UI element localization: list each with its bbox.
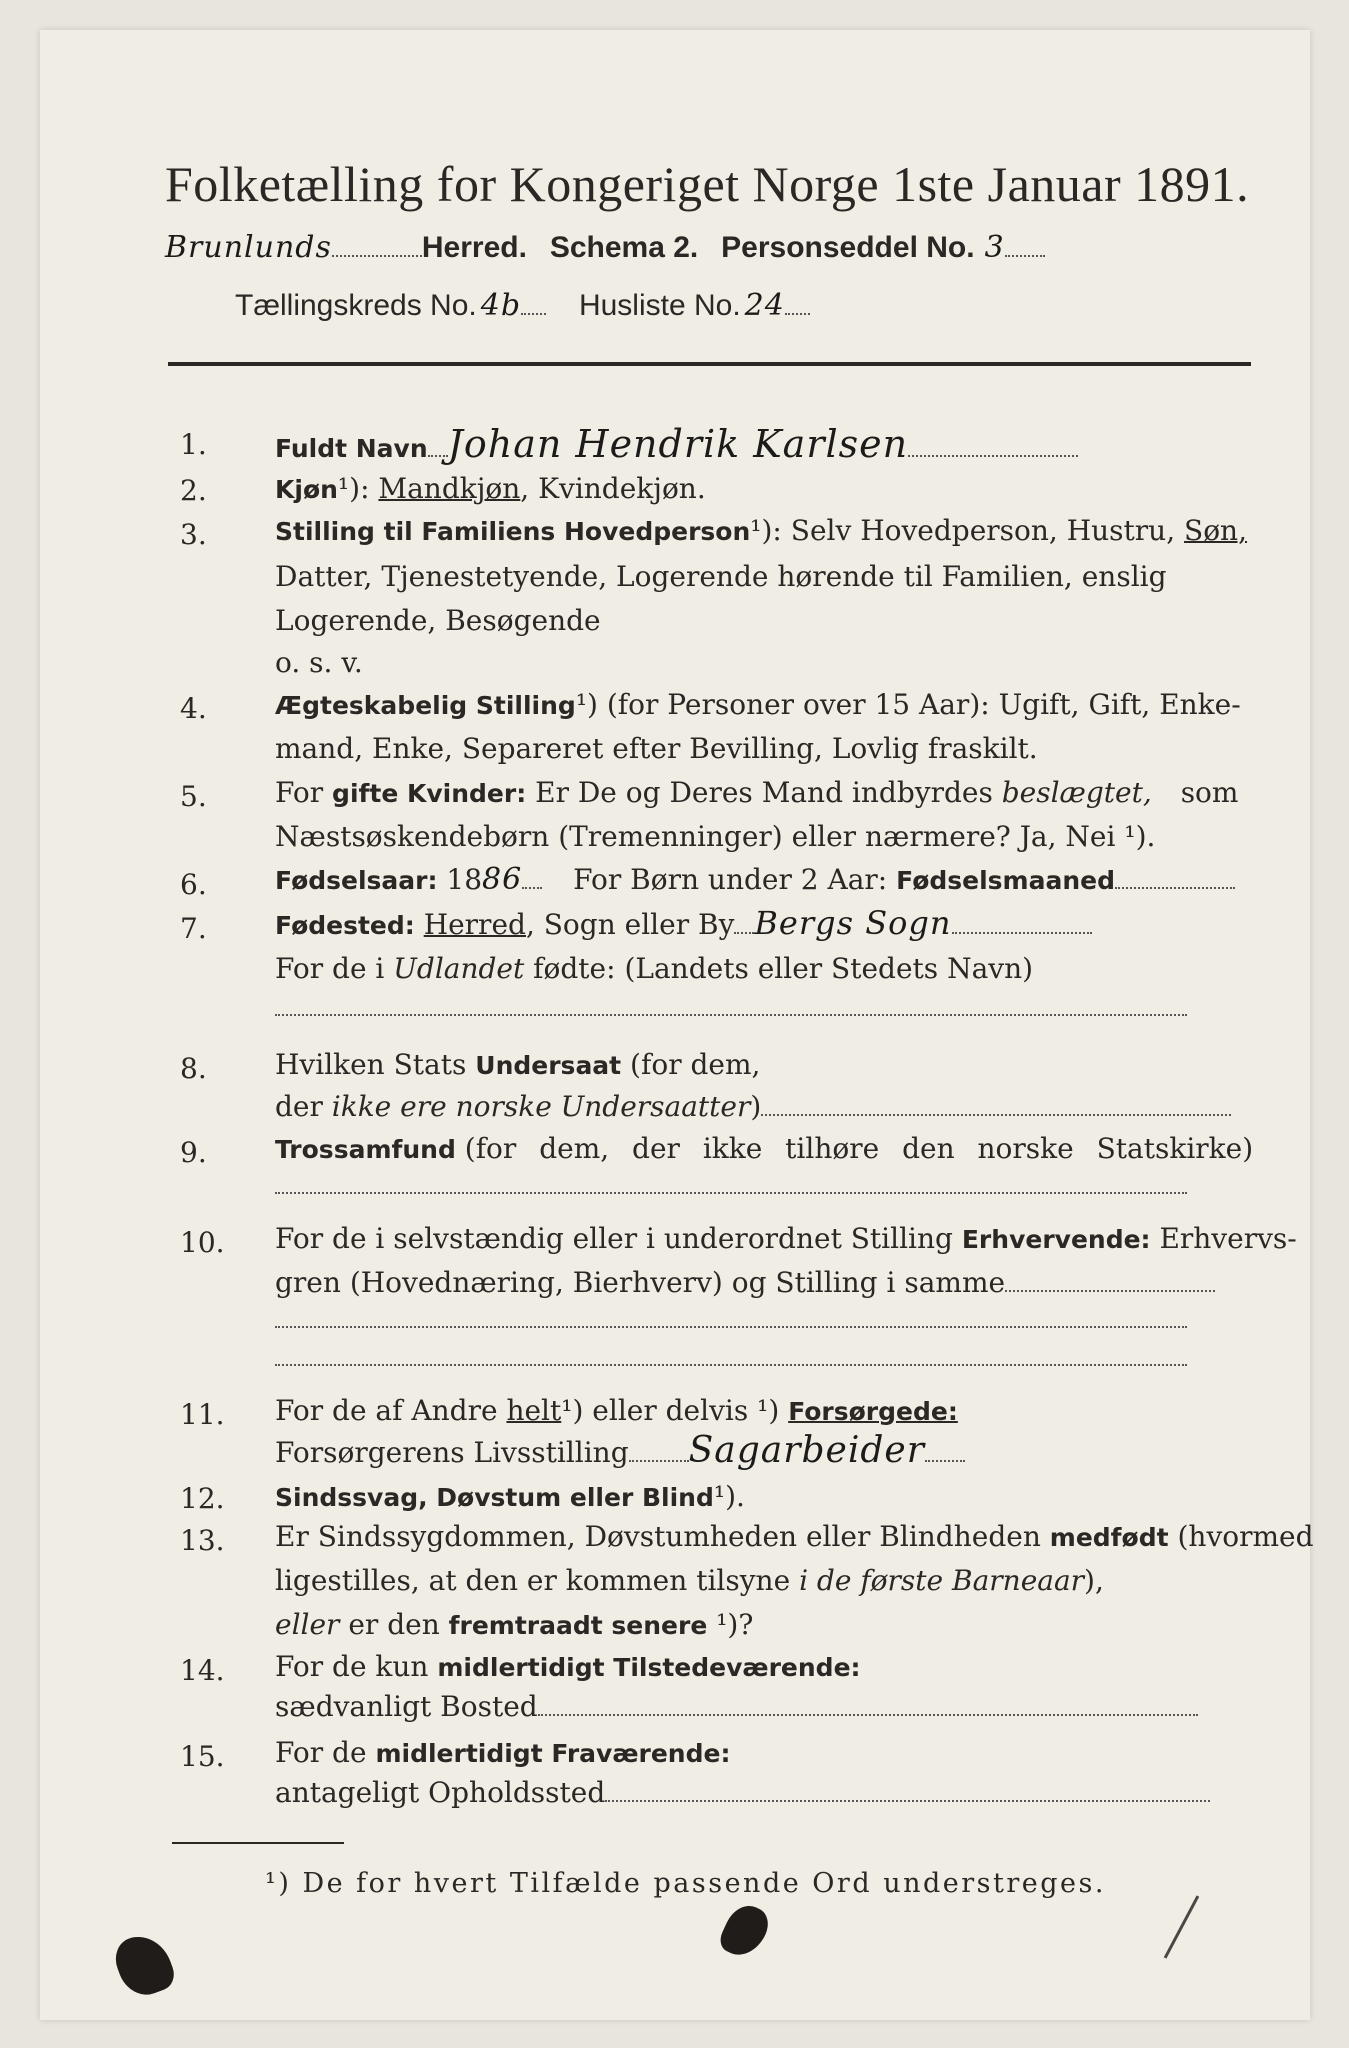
q5-rest: Er De og Deres Mand indbyrdes xyxy=(535,776,993,809)
header-line-herred xyxy=(165,230,1045,265)
q15-line2-text: antageligt Opholdssted xyxy=(275,1776,606,1809)
q15-line1 xyxy=(275,1736,730,1769)
q13-label: medfødt xyxy=(1049,1523,1169,1552)
q9-number: 9. xyxy=(180,1136,207,1169)
q5-pre: For xyxy=(275,776,324,809)
q6-year-prefix: 18 xyxy=(446,863,483,896)
q3-line4: o. s. v. xyxy=(275,646,363,679)
q3-line3: Logerende, Besøgende xyxy=(275,604,601,637)
q6-year-handwriting: 86 xyxy=(482,862,523,897)
header-rule xyxy=(168,362,1251,366)
q13-line2-pre: ligestilles, at den er kommen tilsyne xyxy=(275,1564,791,1597)
q7-line2-rest: fødte: (Landets eller Stedets Navn) xyxy=(533,952,1034,985)
q14-line1 xyxy=(275,1650,861,1683)
q3-line2: Datter, Tjenestetyende, Logerende hørende til Familien, enslig xyxy=(275,560,1167,593)
q13-line3-mid: er den xyxy=(348,1608,440,1641)
ink-blot-left xyxy=(109,1928,178,2002)
q7-option-herred: Herred xyxy=(423,908,526,941)
q10-line2 xyxy=(275,1266,1215,1299)
q1-number: 1. xyxy=(180,428,207,461)
form-title: Folketælling for Kongeriget Norge 1ste Januar 1891. xyxy=(165,156,1250,212)
q7-label: Fødested: xyxy=(275,911,415,940)
q8-line1 xyxy=(275,1048,760,1081)
q5-number: 5. xyxy=(180,780,207,813)
q2-line xyxy=(275,472,706,505)
q14-line2 xyxy=(275,1690,1198,1723)
q13-line3-label: fremtraadt senere xyxy=(448,1611,708,1640)
q5-line2: Næstsøskendebørn (Tremenninger) eller nærmere? Ja, Nei ¹). xyxy=(275,820,1156,853)
q2-number: 2. xyxy=(180,474,207,507)
q4-label: Ægteskabelig Stilling xyxy=(275,691,576,720)
husliste-label: Husliste No. xyxy=(578,289,741,322)
q8-label: Undersaat xyxy=(475,1051,622,1080)
q3-number: 3. xyxy=(180,518,207,551)
q4-line1 xyxy=(275,688,1241,721)
q2-sup: ¹): xyxy=(337,472,370,505)
q2-rest: , Kvindekjøn. xyxy=(520,472,706,505)
q14-line2-text: sædvanligt Bosted xyxy=(275,1690,538,1723)
q5-label: gifte Kvinder: xyxy=(332,779,527,808)
q8-pre: Hvilken Stats xyxy=(275,1048,467,1081)
q12-label: Sindssvag, Døvstum eller Blind xyxy=(275,1483,714,1512)
q9-rest: (for dem, der ikke tilhøre den norske Statskirke) xyxy=(464,1132,1254,1165)
q7-place-handwriting: Bergs Sogn xyxy=(754,904,952,942)
q8-line2-end: ) xyxy=(750,1090,762,1123)
q13-line2-italic: i de første Barneaar xyxy=(799,1564,1085,1597)
q3-label: Stilling til Familiens Hovedperson xyxy=(275,517,751,546)
footnote: ¹) De for hvert Tilfælde passende Ord understreges. xyxy=(265,1868,1106,1899)
q10-rest: Erhvervs- xyxy=(1159,1222,1297,1255)
q4-rest: ¹) (for Personer over 15 Aar): Ugift, Gift, Enke- xyxy=(575,688,1241,721)
kreds-label: Tællingskreds No. xyxy=(235,289,477,322)
q4-line2: mand, Enke, Separeret efter Bevilling, Lovlig fraskilt. xyxy=(275,732,1038,765)
q6-mid: For Børn under 2 Aar: xyxy=(573,863,888,896)
q10-blank-line-2 xyxy=(275,1340,1187,1373)
q13-pre: Er Sindssygdommen, Døvstumheden eller Blindheden xyxy=(275,1520,1041,1553)
ink-blot-center xyxy=(716,1899,774,1963)
q12-rest: ¹). xyxy=(713,1480,745,1513)
q6-number: 6. xyxy=(180,868,207,901)
q10-pre: For de i selvstændig eller i underordnet Stilling xyxy=(275,1222,953,1255)
q1-line xyxy=(275,422,1078,466)
q15-line2 xyxy=(275,1776,1210,1809)
kreds-handwriting: 4b xyxy=(480,288,522,323)
q13-line3-italic: eller xyxy=(275,1608,340,1641)
q15-label: midlertidigt Fraværende: xyxy=(375,1739,731,1768)
q8-number: 8. xyxy=(180,1052,207,1085)
q5-end: som xyxy=(1180,776,1239,809)
q10-number: 10. xyxy=(180,1226,225,1259)
q10-line2-text: gren (Hovednæring, Bierhverv) og Stilling i samme xyxy=(275,1266,1006,1299)
q13-line2-end: ), xyxy=(1084,1564,1104,1597)
q3-option-son: Søn, xyxy=(1184,514,1247,547)
q10-label: Erhvervende: xyxy=(961,1225,1151,1254)
q11-line1 xyxy=(275,1394,958,1427)
q13-line3-end: ¹)? xyxy=(716,1608,754,1641)
q2-option-mandkjon: Mandkjøn xyxy=(378,472,521,505)
q11-line2 xyxy=(275,1430,965,1471)
q6-label: Fødselsaar: xyxy=(275,866,438,895)
q5-italic: beslægtet, xyxy=(1001,776,1152,809)
q7-blank-line xyxy=(275,990,1187,1023)
footnote-rule xyxy=(172,1842,344,1844)
q7-line2-pre: For de i xyxy=(275,952,385,985)
q5-line1 xyxy=(275,776,1238,809)
pencil-mark-right xyxy=(1164,1895,1200,1958)
herred-handwriting: Brunlunds xyxy=(165,230,332,265)
q3-rest: ¹): Selv Hovedperson, Hustru, xyxy=(750,514,1176,547)
census-form-page xyxy=(40,30,1314,2020)
q9-label: Trossamfund xyxy=(275,1135,456,1164)
q11-option-helt: helt xyxy=(506,1394,562,1427)
q1-name-handwriting: Johan Hendrik Karlsen xyxy=(447,422,909,466)
q15-number: 15. xyxy=(180,1740,225,1773)
q1-label: Fuldt Navn xyxy=(275,434,428,463)
husliste-handwriting: 24 xyxy=(744,288,785,323)
q11-occupation-handwriting: Sagarbeider xyxy=(688,1430,925,1471)
q8-line2 xyxy=(275,1090,1231,1123)
q7-line2 xyxy=(275,952,1033,985)
q7-line1 xyxy=(275,904,1092,942)
q6-label2: Fødselsmaaned xyxy=(896,866,1116,895)
q13-line1 xyxy=(275,1520,1314,1553)
header-line-kreds xyxy=(235,288,810,323)
q11-pre: For de af Andre xyxy=(275,1394,498,1427)
schema-label: Schema 2. xyxy=(549,231,699,264)
q11-label: Forsørgede: xyxy=(788,1397,958,1426)
q7-line2-italic: Udlandet xyxy=(393,952,525,985)
personseddel-label: Personseddel No. xyxy=(721,231,975,264)
herred-label: Herred. xyxy=(421,231,527,264)
q10-line1 xyxy=(275,1222,1297,1255)
q8-line2-pre: der xyxy=(275,1090,323,1123)
q6-line xyxy=(275,862,1235,897)
q8-rest: (for dem, xyxy=(630,1048,761,1081)
q8-line2-italic: ikke ere norske Undersaatter xyxy=(331,1090,751,1123)
q4-number: 4. xyxy=(180,692,207,725)
q3-line1 xyxy=(275,514,1247,547)
q13-rest: (hvormed xyxy=(1177,1520,1314,1553)
q2-label: Kjøn xyxy=(275,475,338,504)
q12-number: 12. xyxy=(180,1482,225,1515)
q14-number: 14. xyxy=(180,1654,225,1687)
q7-number: 7. xyxy=(180,912,207,945)
personseddel-handwriting: 3 xyxy=(984,230,1005,265)
q9-line1 xyxy=(275,1132,1253,1165)
q13-number: 13. xyxy=(180,1524,225,1557)
q12-line xyxy=(275,1480,745,1513)
q15-pre: For de xyxy=(275,1736,367,1769)
q13-line2 xyxy=(275,1564,1104,1597)
q14-label: midlertidigt Tilstedeværende: xyxy=(437,1653,861,1682)
q10-blank-line-1 xyxy=(275,1302,1187,1335)
q13-line3 xyxy=(275,1608,753,1641)
q11-mid: ¹) eller delvis ¹) xyxy=(561,1394,780,1427)
q11-line2-text: Forsørgerens Livsstilling xyxy=(275,1436,629,1469)
q7-rest: , Sogn eller By xyxy=(525,908,735,941)
q9-blank-line xyxy=(275,1168,1187,1201)
q11-number: 11. xyxy=(180,1398,225,1431)
q14-pre: For de kun xyxy=(275,1650,429,1683)
